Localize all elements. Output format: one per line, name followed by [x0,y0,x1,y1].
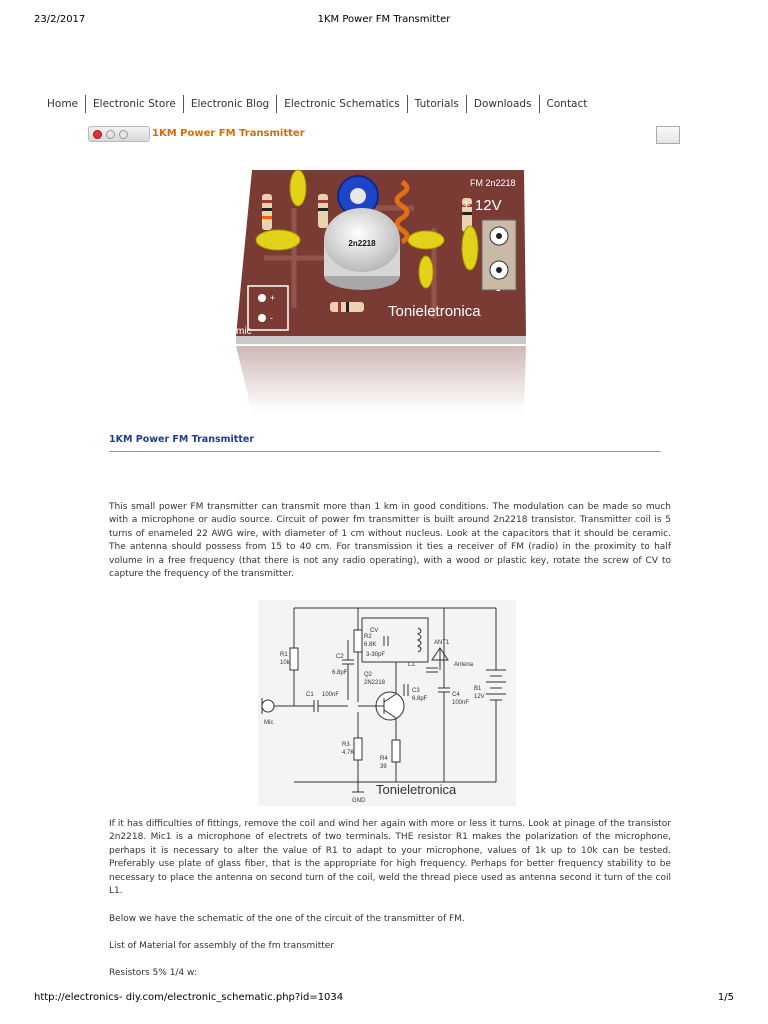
board-brand: Tonieletronica [388,303,481,320]
nav-electronic-blog[interactable]: Electronic Blog [190,98,270,110]
transistor-label: 2n2218 [348,239,376,248]
schematic-c2-label: C2 [336,654,344,660]
article-paragraph-schematic: Below we have the schematic of the one of the circuit of the transmitter of FM. [109,914,465,924]
capacitor-c1 [290,170,306,206]
title-divider [109,451,661,452]
schematic-c3-value: 6.8pF [412,696,428,702]
article-paragraph-intro: This small power FM transmitter can transmit more than 1 km in good conditions. The modulation can be made so much with a microphone or audio source. Circuit of power fm transmitter is built around 2n2218 transistor. Transmitter coil is 5 turns of enameled 22 AWG wire, with diameter of 1 cm without nucleus. Look at the capacitors that it should be ceramic. The antenna should possess from 15 to 40 cm. For transmission it ties a receiver of FM (radio) in the proximity to half volume in a free frequency (that there is not any radio operating), with a wood or plastic key, rotate the screw of CV to capture the frequency of the transmitter. [109,502,671,580]
nav-electronic-schematics[interactable]: Electronic Schematics [284,98,400,110]
resistor-r1 [262,194,272,230]
pcb-photo [234,168,528,412]
schematic-r4-label: R4 [380,756,388,762]
schematic-gnd-label: GND [352,798,366,804]
main-nav [40,94,594,114]
schematic-diagram [258,600,516,806]
minimize-window-icon[interactable] [106,130,115,139]
window-resize-box[interactable] [656,126,680,144]
schematic-l1-label: L1 [408,662,415,668]
mic-label: mic [236,326,252,337]
schematic-brand: Tonieletronica [376,782,457,797]
mic-plus-label: + [270,293,276,303]
schematic-r1-label: R1 [280,652,288,658]
schematic-c1-value: 100nF [322,692,340,698]
schematic-c2-value: 6.8pF [332,670,348,676]
schematic-r1-value: 10k [280,660,290,666]
print-url: http://electronics- diy.com/electronic_schematic.php?id=1034 [34,992,344,1003]
schematic-r2-value: 6.8K [364,642,377,648]
schematic-battery-label: B1 [474,686,482,692]
board-voltage-label: + 12V [462,197,502,214]
nav-downloads[interactable]: Downloads [473,98,532,110]
schematic-antenna-label: Antena [454,662,474,668]
print-title: 1KM Power FM Transmitter [317,14,451,25]
schematic-r3-label: R3 [342,742,350,748]
print-footer [0,992,768,1008]
pcb-illustration [234,168,528,412]
schematic-mic-label: Mic [264,720,274,726]
nav-tutorials[interactable]: Tutorials [414,98,459,110]
board-minus-label: - [496,281,501,297]
article-paragraph-materials: List of Material for assembly of the fm transmitter [109,941,335,951]
article-title: 1KM Power FM Transmitter [109,434,255,445]
capacitor-c4 [419,256,433,288]
schematic-antenna-id: ANT1 [434,640,450,646]
schematic-r3-value: 4.7K [342,750,355,756]
window-title: 1KM Power FM Transmitter [152,128,305,139]
schematic-transistor-value: 2N2218 [364,680,386,686]
schematic-transistor-label: Q2 [364,672,373,678]
schematic-r4-value: 39 [380,764,387,770]
schematic-c4-value: 100nF [452,700,470,706]
schematic-c1-label: C1 [306,692,314,698]
schematic-cv-label: CV [370,628,379,634]
resistor-r2 [318,194,328,228]
schematic-c4-label: C4 [452,692,460,698]
schematic-r2-label: R2 [364,634,372,640]
nav-electronic-store[interactable]: Electronic Store [93,98,176,110]
transistor [324,208,400,290]
nav-home[interactable]: Home [47,98,79,110]
mic-minus-label: - [270,313,273,323]
nav-contact[interactable]: Contact [546,98,588,110]
print-page-number: 1/5 [717,992,734,1003]
resistor-r4 [330,302,364,312]
article-paragraph-resistors: Resistors 5% 1/4 w: [109,968,197,978]
print-date: 23/2/2017 [34,14,86,25]
close-window-icon[interactable] [93,130,102,139]
circuit-schematic [258,600,516,806]
schematic-c3-label: C3 [412,688,420,694]
capacitor-c3 [408,231,444,249]
capacitor-c5 [462,226,478,270]
capacitor-c2 [256,230,300,250]
schematic-cv-value: 3-30pF [366,652,386,658]
window-controls [88,126,150,142]
print-header [0,14,768,30]
maximize-window-icon[interactable] [119,130,128,139]
schematic-battery-value: 12V [474,694,485,700]
board-model-label: FM 2n2218 [470,178,516,188]
article-paragraph-fittings: If it has difficulties of fittings, remove the coil and wind her again with more or less it turns. Look at pinage of the transistor 2n2218. Mic1 is a microphone of electrets of two terminals. THE resistor R1 makes the polarization of the microphone, perhaps it is necessary to alter the value of R1 to adapt to your microphone, values of 1k up to 10k can be tested. Preferably use plate of glass fiber, that is the appropriate for high frequency. Perhaps for better frequency stability to be necessary to place the antenna on second turn of the coil, weld the thread piece used as antenna second it turn of the coil L1. [109,819,671,897]
